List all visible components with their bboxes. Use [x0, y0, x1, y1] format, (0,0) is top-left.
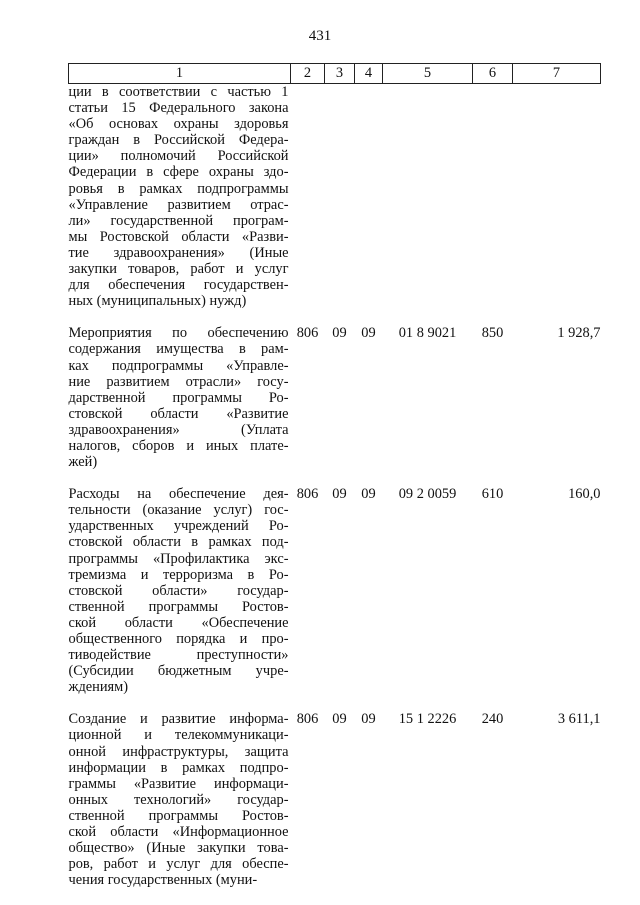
description-line: ции» полномочий Российской [68, 148, 289, 165]
description-line: тиводействие преступности» [68, 647, 289, 664]
ministry-code: 806 [296, 711, 319, 728]
target-article-code [383, 84, 473, 310]
description-line: мы Ростовской области «Разви- [68, 228, 289, 245]
column-header: 3 [325, 64, 355, 84]
description-line: ской области «Информационное [68, 824, 289, 841]
description-line: ных (муниципальных) нужд) [68, 293, 247, 310]
description-line: тремизма и терроризма в Ро- [68, 566, 289, 583]
section-code: 09 [332, 486, 347, 503]
subsection-code: 09 [361, 486, 376, 503]
description-line: общественного порядка и про- [68, 631, 289, 647]
description-line: граммы «Развитие информаци- [68, 775, 289, 792]
description-line: ровья в рамках подпрограммы [68, 180, 289, 197]
description-line: статьи 15 Федерального закона [68, 100, 289, 117]
section-code: 09 [332, 325, 347, 342]
row-description [69, 695, 291, 888]
expense-type-code: 610 [481, 486, 504, 503]
column-header: 5 [383, 64, 473, 84]
budget-table [68, 63, 601, 888]
description-line: «Управление развитием отрас- [68, 196, 289, 213]
amount-value [513, 84, 601, 310]
description-line: ственной программы Ростов- [68, 598, 289, 615]
page-number: 431 [308, 28, 332, 44]
description-line: общество» (Иные закупки това- [68, 840, 289, 857]
ministry-code [291, 84, 325, 310]
row-description [69, 470, 291, 695]
description-line: дарственной программы Ро- [68, 389, 289, 406]
amount-value: 160,0 [568, 486, 601, 503]
description-line: программы «Профилактика экс- [68, 550, 289, 567]
ministry-code: 806 [296, 325, 319, 342]
description-line: «Об основах охраны здоровья [68, 116, 289, 133]
row-description [69, 309, 291, 470]
description-line: тие здравоохранения» (Иные [68, 244, 289, 261]
description-line: ждениям) [68, 679, 129, 696]
subsection-code: 09 [361, 711, 376, 728]
description-line: ударственных учреждений Ро- [68, 518, 289, 535]
description-line: Расходы на обеспечение дея- [68, 486, 289, 503]
description-line: Создание и развитие информа- [68, 711, 289, 728]
column-header: 6 [473, 64, 513, 84]
description-line: стовской области «Развитие [68, 405, 289, 422]
table-header-row [69, 64, 601, 84]
description-line: ственной программы Ростов- [68, 807, 289, 824]
amount-value: 1 928,7 [557, 325, 601, 342]
column-header: 1 [69, 64, 291, 84]
table-row [69, 470, 601, 695]
column-header: 4 [355, 64, 383, 84]
expense-type-code [473, 84, 513, 310]
column-header: 2 [291, 64, 325, 84]
description-line: здравоохранения» (Уплата [68, 421, 289, 438]
expense-type-code: 240 [481, 711, 504, 728]
row-description [69, 84, 291, 310]
column-header: 7 [513, 64, 601, 84]
description-line: ров, работ и услуг для обеспе- [68, 856, 289, 873]
description-line: тельности (оказание услуг) гос- [68, 502, 289, 519]
description-line: онных технологий» государ- [68, 791, 289, 808]
description-line: онной инфраструктуры, защита [68, 743, 289, 760]
subsection-code: 09 [361, 325, 376, 342]
description-line: граждан в Российской Федера- [68, 132, 289, 149]
target-article-code: 01 8 9021 [398, 325, 457, 342]
target-article-code: 09 2 0059 [398, 486, 457, 503]
description-line: ли» государственной програм- [68, 212, 289, 229]
description-line: ционной и телекоммуникаци- [68, 727, 289, 744]
amount-value: 3 611,1 [557, 711, 601, 728]
description-line: закупки товаров, работ и услуг [68, 261, 289, 278]
description-line: ской области «Обеспечение [68, 614, 289, 631]
description-line: ции в соответствии с частью 1 [68, 84, 289, 100]
description-line: жей) [68, 454, 98, 471]
description-line: Федерации в сфере охраны здо- [68, 164, 289, 181]
table-row [69, 309, 601, 470]
ministry-code: 806 [296, 486, 319, 503]
description-line: налогов, сборов и иных плате- [68, 437, 289, 454]
subsection-code [355, 84, 383, 310]
table-row [69, 695, 601, 888]
description-line: информации в рамках подпро- [68, 759, 289, 776]
description-line: ках подпрограммы «Управле- [68, 357, 289, 374]
description-line: стовской области в рамках под- [68, 534, 289, 551]
description-line: ние развитием отрасли» госу- [68, 373, 289, 390]
section-code [325, 84, 355, 310]
description-line: чения государственных (муни- [68, 872, 258, 889]
description-line: стовской области» государ- [68, 582, 289, 599]
table-row [69, 84, 601, 310]
expense-type-code: 850 [481, 325, 504, 342]
description-line: для обеспечения государствен- [68, 277, 289, 294]
description-line: (Субсидии бюджетным учре- [68, 663, 289, 680]
target-article-code: 15 1 2226 [398, 711, 457, 728]
section-code: 09 [332, 711, 347, 728]
description-line: Мероприятия по обеспечению [68, 325, 289, 342]
description-line: содержания имущества в рам- [68, 341, 289, 358]
